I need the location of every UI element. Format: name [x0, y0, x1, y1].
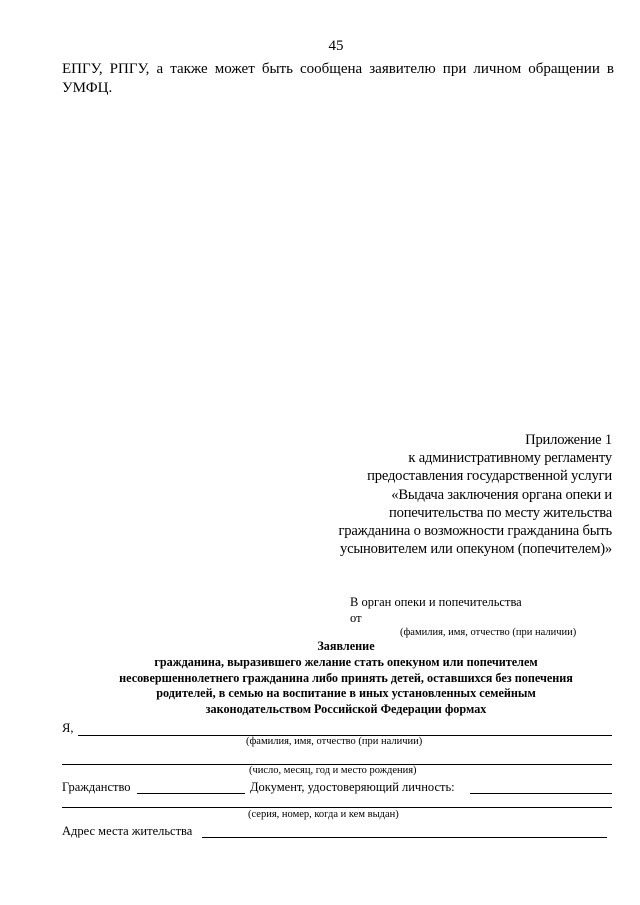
address-field[interactable]: [202, 837, 607, 838]
annex-line: усыновителем или опекуном (попечителем)»: [340, 541, 612, 558]
document-details-line[interactable]: [62, 807, 612, 808]
from-hint: (фамилия, имя, отчество (при наличии): [400, 627, 577, 638]
document-field[interactable]: [470, 793, 612, 794]
title-line: родителей, в семью на воспитание в иных установленных семейным: [156, 686, 536, 701]
title-line: законодательством Российской Федерации формах: [205, 702, 487, 717]
document-hint: (серия, номер, когда и кем выдан): [248, 809, 399, 820]
title-line: гражданина, выразившего желание стать опекуном или попечителем: [154, 654, 538, 669]
addressee-block: [350, 594, 522, 626]
document-label: Документ, удостоверяющий личность:: [250, 780, 455, 794]
address-label: Адрес места жительства: [62, 824, 193, 838]
annex-line: попечительства по месту жительства: [388, 504, 612, 521]
title-heading: Заявление: [317, 639, 375, 653]
annex-line: гражданина о возможности гражданина быть: [338, 523, 612, 540]
annex-line: к административному регламенту: [408, 450, 612, 467]
citizenship-label: Гражданство: [62, 780, 131, 794]
fio-hint: (фамилия, имя, отчество (при наличии): [246, 736, 423, 747]
document-title: [60, 639, 632, 718]
annex-line: «Выдача заключения органа опеки и: [391, 486, 612, 503]
annex-line: предоставления государственной услуги: [367, 468, 612, 485]
birth-hint: (число, месяц, год и место рождения): [249, 765, 417, 776]
intro-paragraph: ЕПГУ, РПГУ, а также может быть сообщена заявителю при личном обращении в УМФЦ.: [62, 61, 614, 96]
annex-line: Приложение 1: [525, 432, 612, 448]
addressee-from: от: [350, 611, 362, 625]
addressee-to: В орган опеки и попечительства: [350, 595, 522, 609]
i-label: Я,: [62, 721, 74, 735]
page-number: 45: [328, 38, 344, 54]
title-line: несовершеннолетнего гражданина либо принять детей, оставшихся без попечения: [119, 670, 573, 685]
annex-reference: [339, 431, 613, 558]
citizenship-field[interactable]: [137, 793, 245, 794]
